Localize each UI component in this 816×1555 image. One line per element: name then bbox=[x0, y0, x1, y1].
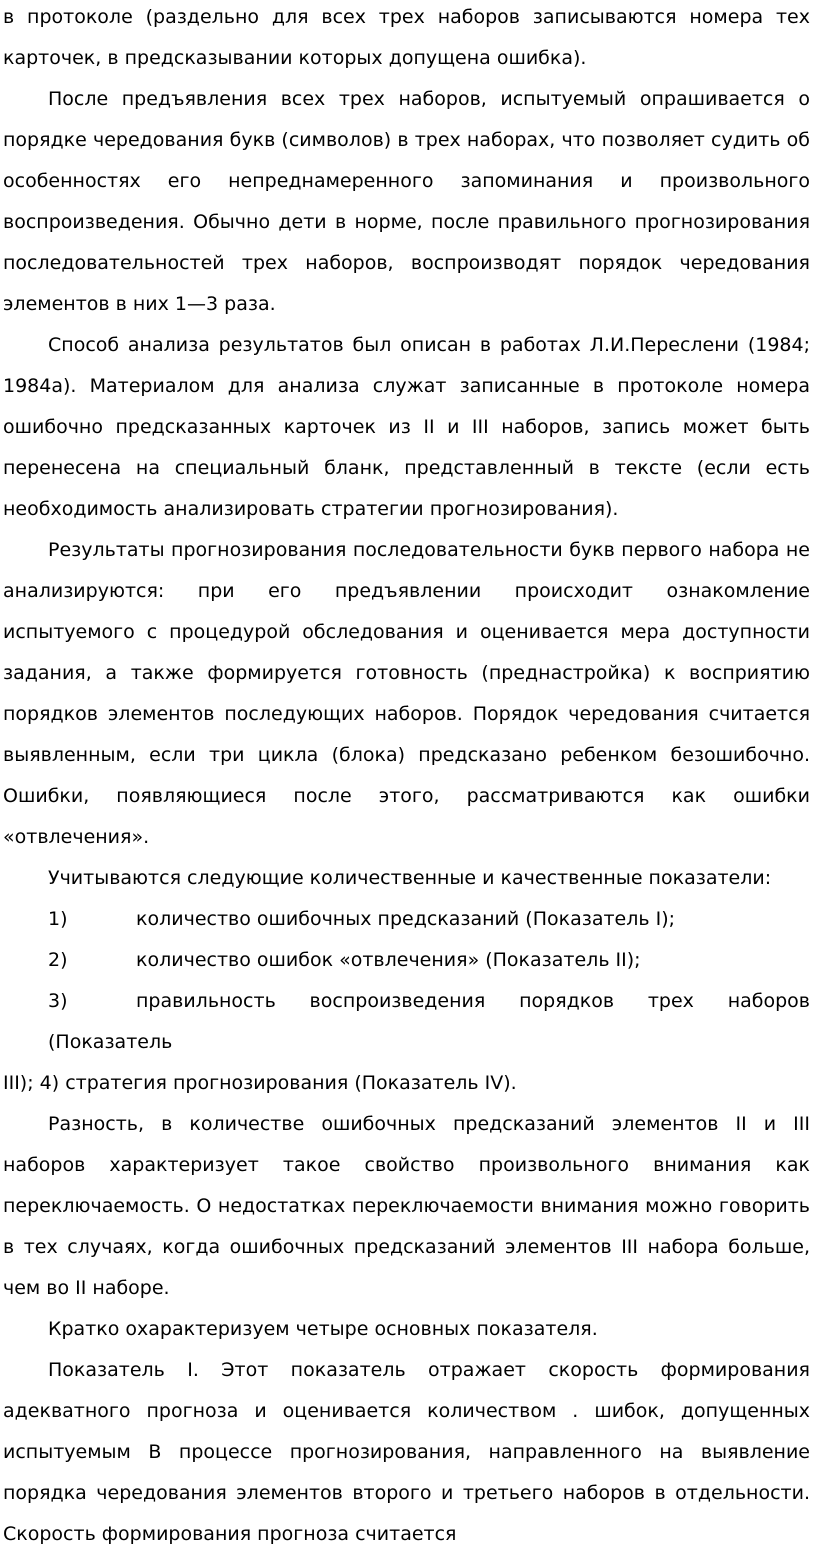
list-item-number: 1) bbox=[48, 908, 68, 930]
paragraph-protocol-note: в протоколе (раздельно для всех трех наборов записываются номера тех карточек, в предсказывании которых допущена ошибка). bbox=[3, 6, 810, 69]
paragraph-after-presentation: После предъявления всех трех наборов, испытуемый опрашивается о порядке чередования букв (символов) в трех наборах, что позволяет судить об особенностях его непреднамеренного запоминания и произвольного воспроизведения. Обычно дети в норме, после правильного прогнозирования последовательностей трех наборов, воспроизводят порядок чередования элементов в них 1—3 раза. bbox=[3, 88, 810, 315]
list-item-lead-line bbox=[48, 981, 810, 1063]
list-item bbox=[3, 899, 810, 940]
paragraph-indicator-one: Показатель I. Этот показатель отражает скорость формирования адекватного прогноза и оценивается количеством . шибок, допущенных испытуемым В процессе прогнозирования, направленного на выявление порядка чередования элементов второго и третьего наборов в отдельности. Скорость формирования прогноза считается bbox=[3, 1359, 810, 1545]
paragraph-switchability: Разность, в количестве ошибочных предсказаний элементов II и III наборов характеризует такое свойство произвольного внимания как переключаемость. О недостатках переключаемости внимания можно говорить в тех случаях, когда ошибочных предсказаний элементов III набора больше, чем во II наборе. bbox=[3, 1113, 810, 1299]
paragraph-analysis-method: Способ анализа результатов был описан в работах Л.И.Переслени (1984; 1984а). Материалом для анализа служат записанные в протоколе номера ошибочно предсказанных карточек из II и III наборов, запись может быть перенесена на специальный бланк, представленный в тексте (если есть необходимость анализировать стратегии прогнозирования). bbox=[3, 334, 810, 520]
list-item bbox=[3, 981, 810, 1104]
paragraph-first-set-results: Результаты прогнозирования последовательности букв первого набора не анализируются: при его предъявлении происходит ознакомление испытуемого с процедурой обследования и оценивается мера доступности задания, а также формируется готовность (преднастройка) к восприятию порядков элементов последующих наборов. Порядок чередования считается выявленным, если три цикла (блока) предсказано ребенком безошибочно. Ошибки, появляющиеся после этого, рассматриваются как ошибки «отвлечения». bbox=[3, 539, 810, 848]
list-item-continuation: III); 4) стратегия прогнозирования (Показатель IV). bbox=[3, 1072, 517, 1094]
list-item-number: 3) bbox=[48, 990, 68, 1012]
paragraph-indicators-intro: Учитываются следующие количественные и качественные показатели: bbox=[48, 867, 772, 889]
list-item-text: правильность воспроизведения порядков трех наборов (Показатель bbox=[48, 990, 810, 1053]
list-item bbox=[3, 940, 810, 981]
list-item-text: количество ошибочных предсказаний (Показатель I); bbox=[136, 908, 676, 930]
paragraph-brief-summary: Кратко охарактеризуем четыре основных показателя. bbox=[48, 1318, 598, 1340]
list-item-text: количество ошибок «отвлечения» (Показатель II); bbox=[136, 949, 641, 971]
list-item-number: 2) bbox=[48, 949, 68, 971]
